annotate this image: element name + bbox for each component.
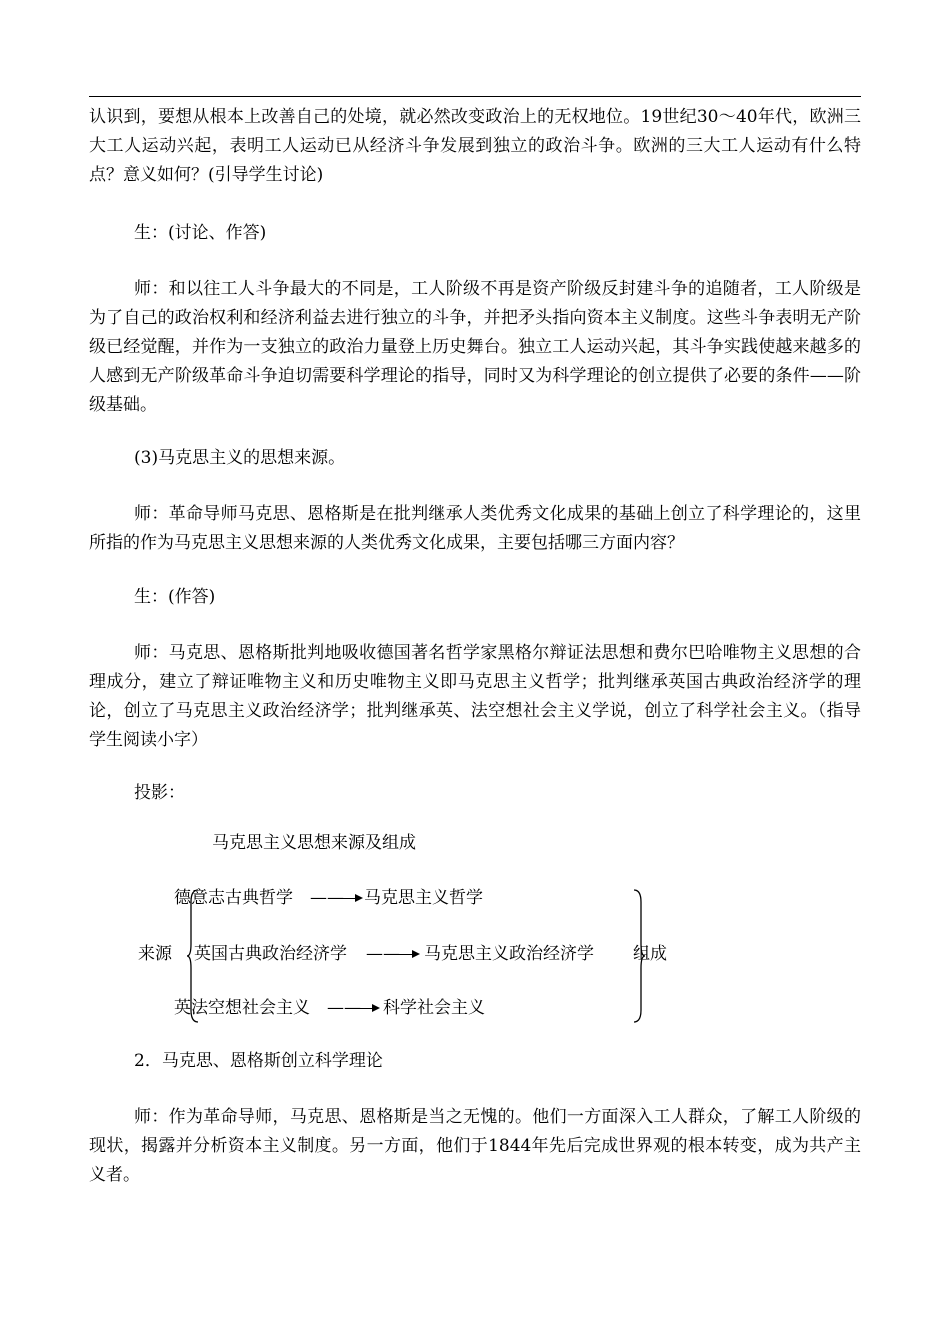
paragraph-teacher-question: 师：革命导师马克思、恩格斯是在批判继承人类优秀文化成果的基础上创立了科学理论的，这里所指的作为马克思主义思想来源的人类优秀文化成果，主要包括哪三方面内容？ — [89, 504, 861, 553]
arrow-line-icon — [358, 1008, 372, 1009]
paragraph-teacher-mentors: 师：作为革命导师，马克思、恩格斯是当之无愧的。他们一方面深入工人群众，了解工人阶级的现状，揭露并分析资本主义制度。另一方面，他们于1844年先后完成世界观的根本转变，成为共产主义者。 — [89, 1107, 861, 1185]
arrow-line-icon — [398, 954, 412, 955]
header-rule — [89, 96, 861, 97]
diagram-row-result: 马克思主义哲学 — [364, 888, 483, 908]
arrow-line-icon — [341, 898, 355, 899]
diagram-row-dash: —— — [366, 944, 400, 964]
diagram-row-source: 德意志古典哲学 — [174, 888, 293, 908]
paragraph-teacher-explanation: 师：马克思、恩格斯批判地吸收德国著名哲学家黑格尔辩证法思想和费尔巴哈唯物主义思想的合理成分，建立了辩证唯物主义和历史唯物主义即马克思主义哲学；批判继承英国古典政治经济学的理论，创立了马克思主义政治经济学；批判继承英、法空想社会主义学说，创立了科学社会主义。（指导学生阅读小字） — [89, 643, 861, 750]
paragraph-projection-label: 投影： — [134, 783, 185, 803]
paragraph-student-answer: 生：(作答) — [134, 587, 216, 607]
paragraph-section-3-heading: (3)马克思主义的思想来源。 — [134, 448, 346, 468]
arrow-head-icon — [412, 950, 420, 958]
paragraph-section-2-heading: 2．马克思、恩格斯创立科学理论 — [134, 1051, 383, 1071]
diagram-row-dash: —— — [327, 998, 361, 1018]
diagram-row-result: 马克思主义政治经济学 — [424, 944, 594, 964]
diagram-right-label: 组成 — [633, 944, 667, 964]
arrow-head-icon — [355, 894, 363, 902]
diagram-row-result: 科学社会主义 — [383, 998, 485, 1018]
diagram-row-source: 英国古典政治经济学 — [194, 944, 347, 964]
paragraph-workers-movement: 认识到，要想从根本上改善自己的处境，就必然改变政治上的无权地位。19世纪30～40年代，欧洲三大工人运动兴起，表明工人运动已从经济斗争发展到独立的政治斗争。欧洲的三大工人运动有什么特点？意义如何？(引导学生讨论) — [89, 107, 861, 185]
diagram-left-label: 来源 — [138, 944, 172, 964]
paragraph-teacher-difference: 师：和以往工人斗争最大的不同是，工人阶级不再是资产阶级反封建斗争的追随者，工人阶级是为了自己的政治权利和经济利益去进行独立的斗争，并把矛头指向资本主义制度。这些斗争表明无产阶级已经觉醒，并作为一支独立的政治力量登上历史舞台。独立工人运动兴起，其斗争实践使越来越多的人感到无产阶级革命斗争迫切需要科学理论的指导，同时又为科学理论的创立提供了必要的条件——阶级基础。 — [89, 279, 861, 415]
diagram-title: 马克思主义思想来源及组成 — [212, 833, 416, 853]
diagram-row-source: 英法空想社会主义 — [174, 998, 310, 1018]
diagram-row-dash: —— — [310, 888, 344, 908]
paragraph-student-discuss: 生：(讨论、作答) — [134, 223, 267, 243]
arrow-head-icon — [372, 1004, 380, 1012]
